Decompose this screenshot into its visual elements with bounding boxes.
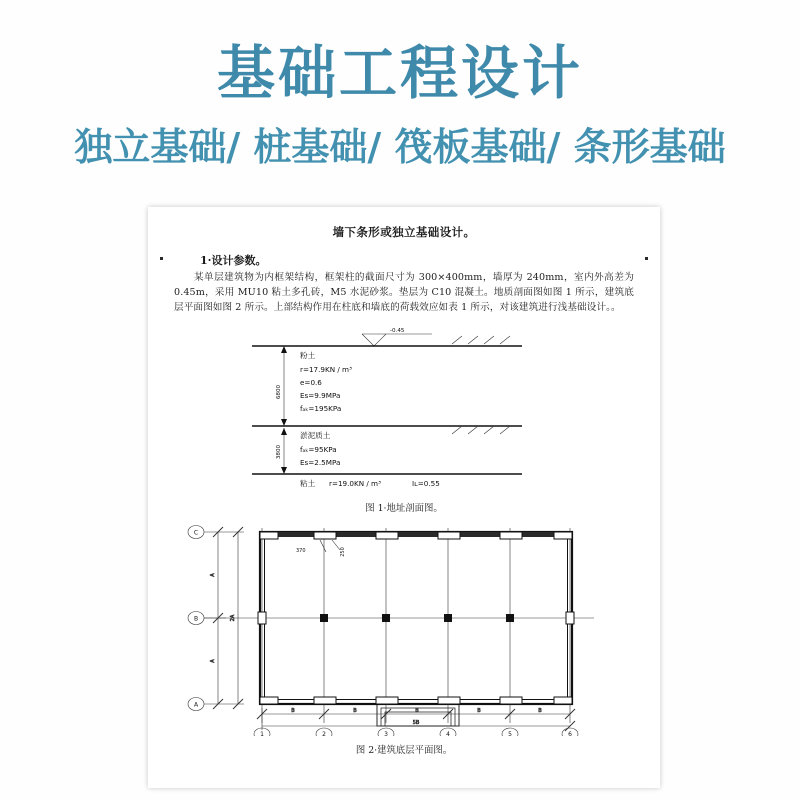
axis-label-C: C xyxy=(193,529,199,537)
hdim-label-1: B xyxy=(353,707,357,714)
plan-grid-lines-vertical xyxy=(262,528,570,723)
layer-2-prop-0: fₐₖ=95KPa xyxy=(300,444,337,454)
figure-1-svg xyxy=(174,322,634,497)
elevation-marker xyxy=(362,328,432,346)
dimension-layer-1 xyxy=(276,346,287,426)
layer-1-prop-2: Es=9.9MPa xyxy=(300,390,341,400)
axis-label-B: B xyxy=(193,615,199,623)
axis-label-5: 5 xyxy=(508,730,512,736)
axis-label-1: 1 xyxy=(260,730,264,736)
layer-1-name: 粉土 xyxy=(300,350,316,360)
dimension-layer-2 xyxy=(276,428,287,474)
section-heading-row xyxy=(174,252,634,266)
document-content xyxy=(148,207,660,788)
dimension-label-layer-1: 6800 xyxy=(276,384,282,399)
figure-2-building-plan xyxy=(174,518,634,756)
axis-label-3: 3 xyxy=(384,730,388,736)
figure-2-svg xyxy=(174,518,634,736)
layer-2-name: 淤泥质土 xyxy=(300,430,331,440)
vertical-axis-markers xyxy=(188,525,204,710)
wall-label-370: 370 xyxy=(296,547,306,554)
hero-banner xyxy=(0,0,800,195)
column-4 xyxy=(506,614,514,622)
document-heading: 墙下条形或独立基础设计。 xyxy=(332,225,476,239)
figure-2-caption: 图 2·建筑底层平面图。 xyxy=(355,744,453,756)
bullet-square-left-icon xyxy=(160,257,163,260)
wall-thickness-callouts xyxy=(296,540,346,557)
dimension-label-layer-2: 3800 xyxy=(276,444,282,459)
layer-3-name: 粘土 xyxy=(300,478,316,488)
hdim-label-0: B xyxy=(291,707,295,714)
layer-1-prop-0: r=17.9KN / m³ xyxy=(300,364,352,374)
axis-label-6: 6 xyxy=(568,730,572,736)
wall-opening-right xyxy=(566,612,574,624)
hdim-label-2: B xyxy=(415,707,419,714)
layer-2-prop-1: Es=2.5MPa xyxy=(300,457,341,467)
bullet-square-right-icon xyxy=(645,257,648,260)
layer-3-prop-1: Iʟ=0.55 xyxy=(412,478,440,488)
figure-1-caption: 图 1·地址剖面图。 xyxy=(365,502,443,514)
layer-1-annotation xyxy=(300,350,352,413)
ground-hatch-icon xyxy=(452,336,510,344)
page-subtitle: 独立基础/ 桩基础/ 筏板基础/ 条形基础 xyxy=(74,125,726,169)
page-title: 基础工程设计 xyxy=(216,39,583,107)
hdim-label-total: 5B xyxy=(412,719,420,726)
layer-1-prop-1: e=0.6 xyxy=(300,377,322,387)
wall-opening-left xyxy=(258,612,266,624)
document-sheet xyxy=(148,207,660,788)
figure-1-geology-section xyxy=(174,322,634,514)
layer-1-prop-3: fₐₖ=195KPa xyxy=(300,403,342,413)
layer-3-prop-0: r=19.0KN / m³ xyxy=(329,478,381,488)
vdim-label-1: 2A xyxy=(230,614,236,621)
body-paragraph: 某单层建筑物为内框架结构，框架柱的截面尺寸为 300×400mm，墙厚为 240mm，室内外高差为 0.45m，采用 MU10 粘土多孔砖，M5 水泥砂浆。垫层为 C10 混凝土。地质剖面图如图 1 所示，建筑底层平面图如图 2 所示。上部结构作用在柱底和墙底的荷载效应如表 1 所示，对该建筑进行浅基础设计。。 xyxy=(174,272,634,313)
column-1 xyxy=(320,614,328,622)
axis-label-A: A xyxy=(193,701,199,709)
column-2 xyxy=(382,614,390,622)
layer-3-annotation xyxy=(300,478,440,488)
horizontal-dimension-chain xyxy=(257,708,575,731)
elevation-label: -0.45 xyxy=(390,327,405,334)
layer-1-hatch-icon xyxy=(452,426,510,434)
wall-label-250: 250 xyxy=(340,546,346,557)
hdim-label-4: B xyxy=(538,707,542,714)
hdim-label-3: B xyxy=(477,707,481,714)
horizontal-axis-markers xyxy=(254,728,578,736)
axis-label-2: 2 xyxy=(322,730,326,736)
section-title: 1·设计参数。 xyxy=(200,254,267,267)
column-3 xyxy=(444,614,452,622)
vdim-label-2: A xyxy=(210,658,216,663)
layer-2-annotation xyxy=(300,430,340,467)
vdim-label-0: A xyxy=(210,572,216,577)
axis-label-4: 4 xyxy=(446,730,450,736)
